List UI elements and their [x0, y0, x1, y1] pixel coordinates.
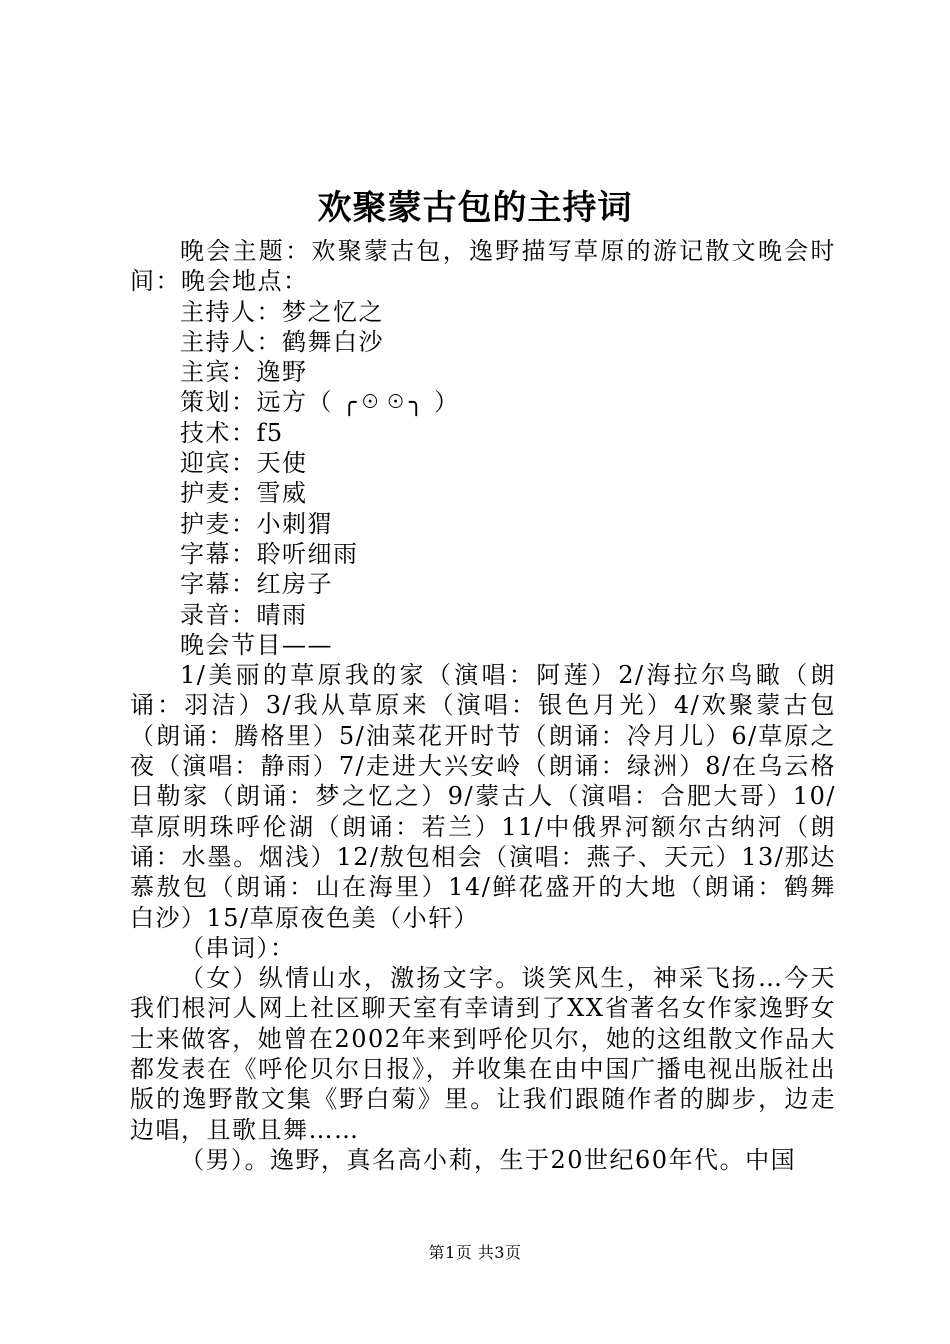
credit-mic-1: 护麦：雪威	[180, 479, 308, 508]
credit-tech: 技术：f5	[180, 418, 284, 447]
credit-host-2: 主持人：鹤舞白沙	[180, 327, 384, 356]
credit-recording: 录音：晴雨	[180, 600, 308, 629]
credit-guest: 主宾：逸野	[180, 358, 308, 387]
program-list: 1/美丽的草原我的家（演唱：阿莲）2/海拉尔鸟瞰（朗诵：羽洁）3/我从草原来（演唱：银色月光）4/欢聚蒙古包（朗诵：腾格里）5/油菜花开时节（朗诵：冷月儿）6/草原之夜（演唱：静雨）7/走进大兴安岭（朗诵：绿洲）8/在乌云格日勒家（朗诵：梦之忆之）9/蒙古人（演唱：合肥大哥）10/草原明珠呼伦湖（朗诵：若兰）11/中俄界河额尔古纳河（朗诵：水墨。烟浅）12/敖包相会（演唱：燕子、天元）13/那达慕敖包（朗诵：山在海里）14/鲜花盛开的大地（朗诵：鹤舞白沙）15/草原夜色美（小轩）	[130, 661, 836, 932]
credit-greeter: 迎宾：天使	[180, 449, 308, 478]
credit-host-1: 主持人：梦之忆之	[180, 297, 384, 326]
program-heading: 晚会节目——	[180, 630, 333, 659]
page-number: 第1页 共3页	[428, 1243, 522, 1262]
paragraph-theme: 晚会主题：欢聚蒙古包，逸野描写草原的游记散文晚会时间：晚会地点：	[130, 237, 836, 296]
paragraph-female-host: （女）纵情山水，激扬文字。谈笑风生，神采飞扬…今天我们根河人网上社区聊天室有幸请到了XX省著名女作家逸野女士来做客，她曾在2002年来到呼伦贝尔，她的这组散文作品大都发表在《呼伦贝尔日报》，并收集在由中国广播电视出版社出版的逸野散文集《野白菊》里。让我们跟随作者的脚步，边走边唱，且歌且舞……	[130, 964, 836, 1144]
credit-mic-2: 护麦：小刺猬	[180, 509, 333, 538]
paragraph-male-host: （男）。逸野，真名高小莉，生于20世纪60年代。中国	[180, 1145, 797, 1174]
document-title: 欢聚蒙古包的主持词	[317, 188, 633, 228]
credit-subtitle-1: 字幕：聆听细雨	[180, 539, 359, 568]
credit-planner: 策划：远方（ ╭☉☉╮ ）	[180, 388, 460, 417]
script-heading: （串词）：	[180, 933, 296, 962]
document-body	[130, 236, 836, 1175]
credit-subtitle-2: 字幕：红房子	[180, 570, 333, 599]
